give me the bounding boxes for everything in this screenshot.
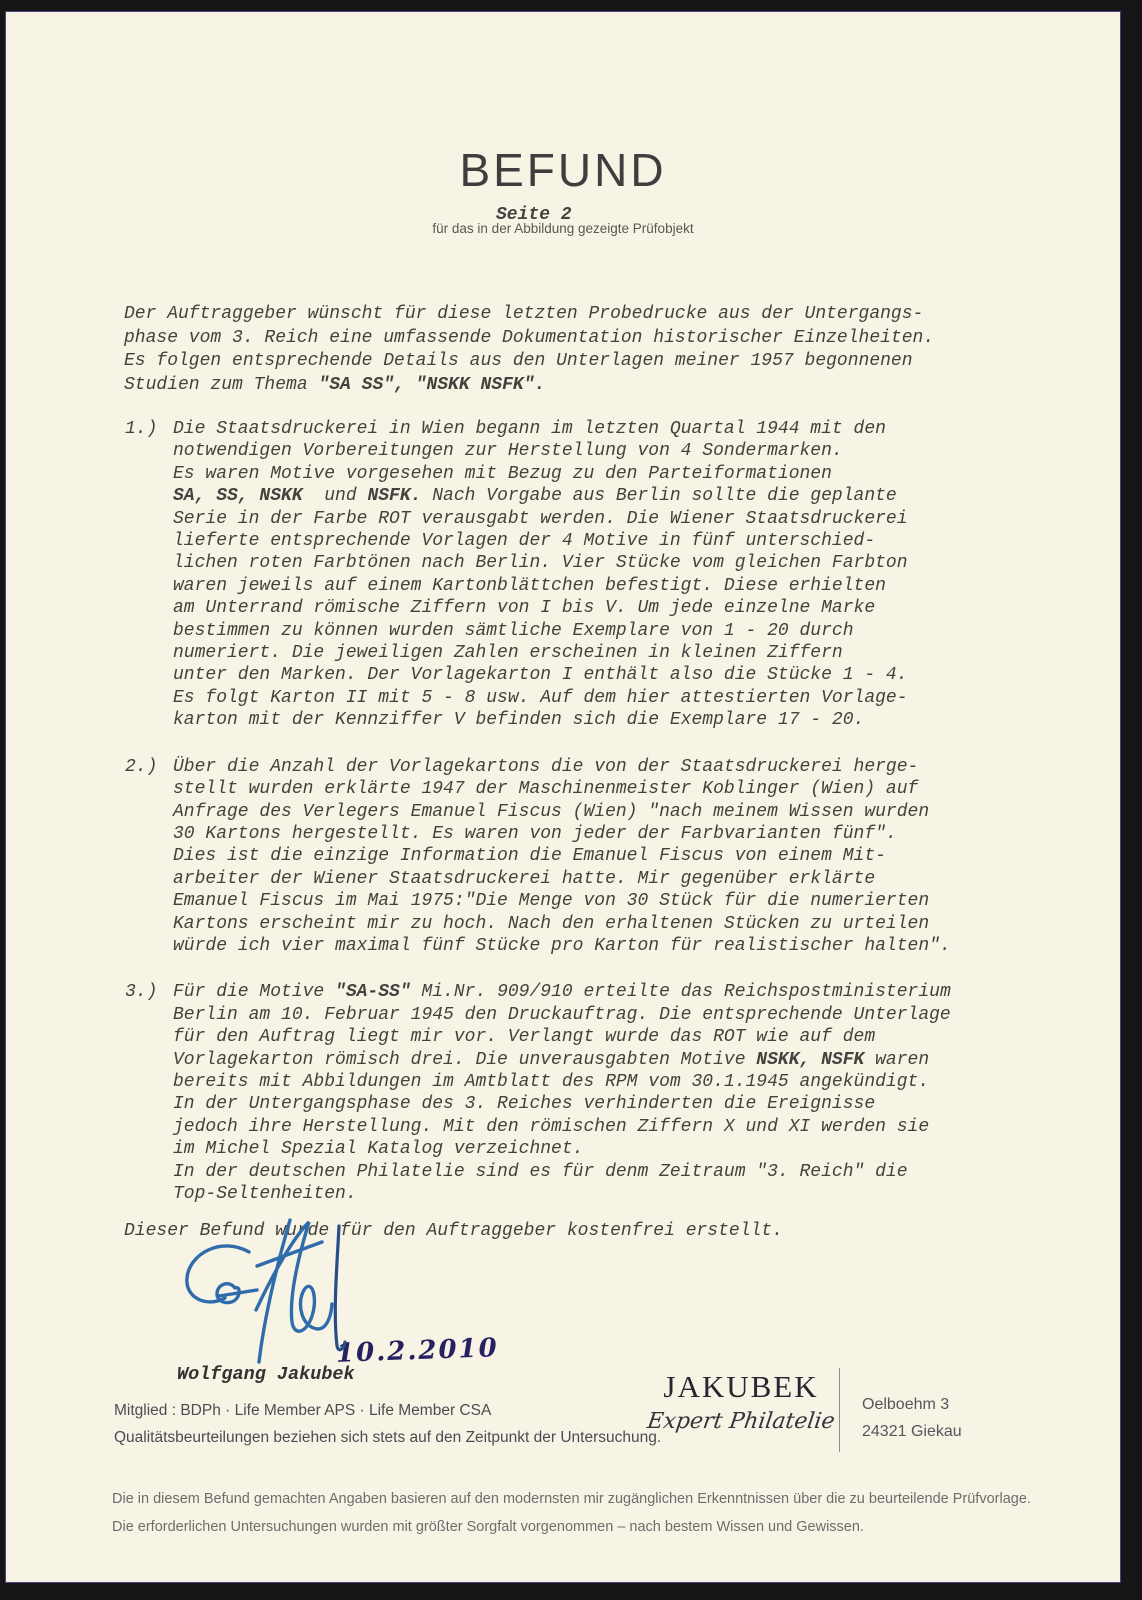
- text-line: notwendigen Vorbereitungen zur Herstellung von 4 Sondermarken.: [173, 441, 843, 462]
- text-line: 24321 Giekau: [862, 1423, 962, 1440]
- text-line: phase vom 3. Reich eine umfassende Dokumentation historischer Einzelheiten.: [124, 327, 935, 348]
- text-line: stellt wurden erklärte 1947 der Maschinenmeister Koblinger (Wien) auf: [173, 779, 919, 800]
- brand-block: [646, 1369, 836, 1434]
- item-text: [173, 981, 951, 1205]
- footer-divider: [839, 1368, 840, 1452]
- item-number: 1.): [125, 419, 158, 439]
- text-line: Über die Anzahl der Vorlagekartons die von der Staatsdruckerei herge-: [173, 756, 919, 777]
- text-line: Die in diesem Befund gemachten Angaben basieren auf den modernsten mir zugänglichen Erkenntnissen über die zu beurteilende Prüfvorlage.: [112, 1491, 1031, 1507]
- text-line: lichen roten Farbtönen nach Berlin. Vier Stücke vom gleichen Farbton: [173, 553, 908, 574]
- text-line: Die erforderlichen Untersuchungen wurden mit größter Sorgfalt vorgenommen – nach bestem Wissen und Gewissen.: [112, 1518, 864, 1535]
- text-line: In der deutschen Philatelie sind es für denm Zeitraum "3. Reich" die: [173, 1161, 908, 1182]
- numbered-items: [125, 418, 951, 1229]
- text-line: numeriert. Die jeweiligen Zahlen erscheinen in kleinen Ziffern: [173, 643, 843, 664]
- text-line: unter den Marken. Der Vorlagekarton I enthält also die Stücke 1 - 4.: [173, 665, 908, 686]
- text-line: Die Staatsdruckerei in Wien begann im letzten Quartal 1944 mit den: [173, 419, 886, 439]
- numbered-item: [125, 418, 951, 732]
- text-line: Studien zum Thema "SA SS", "NSKK NSFK".: [124, 374, 546, 395]
- page-subtitle: für das in der Abbildung gezeigte Prüfobjekt: [432, 221, 694, 236]
- membership-block: [114, 1397, 661, 1451]
- text-line: Es folgt Karton II mit 5 - 8 usw. Auf dem hier attestierten Vorlage-: [173, 687, 908, 708]
- text-line: Top-Seltenheiten.: [173, 1184, 357, 1204]
- quality-line: Qualitätsbeurteilungen beziehen sich stets auf den Zeitpunkt der Untersuchung.: [114, 1429, 662, 1446]
- text-line: Für die Motive "SA-SS" Mi.Nr. 909/910 erteilte das Reichspostministerium: [173, 982, 951, 1003]
- item-text: [173, 418, 951, 732]
- text-line: jedoch ihre Herstellung. Mit den römischen Ziffern X und XI werden sie: [173, 1116, 930, 1137]
- text-line: karton mit der Kennziffer V befinden sich die Exemplare 17 - 20.: [173, 710, 865, 731]
- item-number: 3.): [125, 982, 158, 1003]
- text-line: würde ich vier maximal fünf Stücke pro Karton für realistischer halten".: [173, 935, 951, 956]
- closing-line: Dieser Befund wurde für den Auftraggeber kostenfrei erstellt.: [124, 1221, 783, 1241]
- page-number-note: Seite 2: [496, 205, 572, 225]
- text-line: Vorlagekarton römisch drei. Die unverausgabten Motive NSKK, NSFK waren: [173, 1049, 930, 1070]
- text-line: Kartons erscheint mir zu hoch. Nach den erhaltenen Stücken zu urteilen: [173, 913, 930, 934]
- text-line: SA, SS, NSKK und NSFK. Nach Vorgabe aus Berlin sollte die geplante: [173, 486, 897, 507]
- text-line: Serie in der Farbe ROT verausgabt werden. Die Wiener Staatsdruckerei: [173, 508, 908, 529]
- text-line: Emanuel Fiscus im Mai 1975:"Die Menge von 30 Stück für die numerierten: [173, 891, 930, 912]
- text-line: Oelboehm 3: [862, 1396, 950, 1413]
- document-page: [5, 11, 1121, 1583]
- text-line: lieferte entsprechende Vorlagen der 4 Motive in fünf unterschied-: [173, 531, 876, 552]
- text-line: bereits mit Abbildungen im Amtblatt des RPM vom 30.1.1945 angekündigt.: [173, 1071, 930, 1092]
- item-number: 2.): [125, 756, 158, 777]
- text-line: Berlin am 10. Februar 1945 den Druckauftrag. Die entsprechende Unterlage: [173, 1004, 951, 1025]
- page-title: BEFUND: [459, 144, 667, 196]
- text-line: Es waren Motive vorgesehen mit Bezug zu den Parteiformationen: [173, 463, 832, 484]
- numbered-item: [125, 981, 951, 1205]
- text-line: im Michel Spezial Katalog verzeichnet.: [173, 1139, 584, 1160]
- numbered-item: [125, 756, 951, 958]
- text-line: In der Untergangsphase des 3. Reiches verhinderten die Ereignisse: [173, 1094, 876, 1115]
- fine-print: [112, 1486, 1031, 1541]
- brand-subtitle: Expert Philatelie: [645, 1409, 837, 1434]
- text-line: Dies ist die einzige Information die Emanuel Fiscus von einem Mit-: [173, 846, 886, 867]
- intro-paragraph: [124, 303, 934, 397]
- text-line: am Unterrand römische Ziffern von I bis V. Um jede einzelne Marke: [173, 598, 876, 619]
- text-line: Der Auftraggeber wünscht für diese letzten Probedrucke aus der Untergangs-: [124, 304, 924, 324]
- handwritten-signature-ink: [159, 1210, 409, 1370]
- text-line: Anfrage des Verlegers Emanuel Fiscus (Wien) "nach meinem Wissen wurden: [173, 801, 930, 822]
- signature-date: 10.2.2010: [335, 1333, 500, 1369]
- membership-line: Mitglied : BDPh · Life Member APS · Life Member CSA: [114, 1402, 492, 1419]
- item-text: [173, 756, 951, 958]
- text-line: 30 Kartons hergestellt. Es waren von jeder der Farbvarianten fünf".: [173, 823, 897, 844]
- brand-name: JAKUBEK: [663, 1369, 819, 1404]
- text-line: Es folgen entsprechende Details aus den Unterlagen meiner 1957 begonnenen: [124, 351, 913, 371]
- text-line: bestimmen zu können wurden sämtliche Exemplare von 1 - 20 durch: [173, 620, 854, 641]
- text-line: arbeiter der Wiener Staatsdruckerei hatte. Mir gegenüber erklärte: [173, 868, 876, 889]
- signatory-name: Wolfgang Jakubek: [177, 1364, 355, 1385]
- text-line: waren jeweils auf einem Kartonblättchen befestigt. Diese erhielten: [173, 575, 886, 596]
- address-block: [862, 1391, 962, 1445]
- text-line: für den Auftrag liegt mir vor. Verlangt wurde das ROT wie auf dem: [173, 1027, 876, 1048]
